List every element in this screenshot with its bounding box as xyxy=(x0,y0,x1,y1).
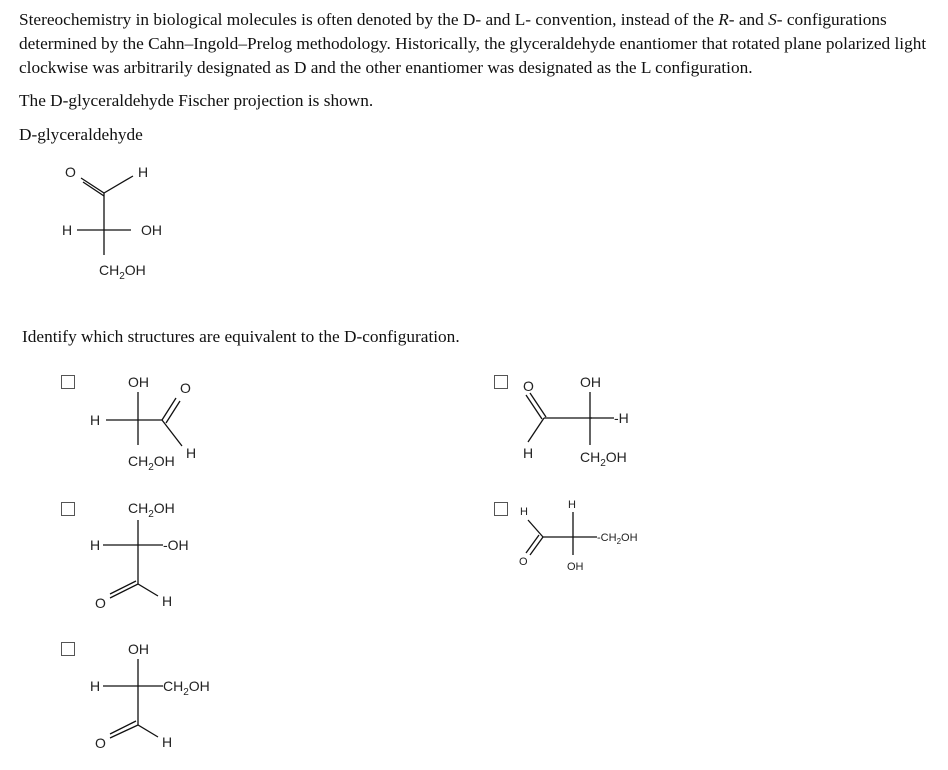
d-CH2OH: $-CH_2OH$ xyxy=(597,532,638,546)
atom-OH: OH xyxy=(141,222,162,238)
d-OH: OH xyxy=(567,561,584,573)
atom-CH2OH: $CH_2OH$ xyxy=(99,262,146,282)
r-label: R xyxy=(718,10,729,29)
b-H-right: -H xyxy=(614,410,629,426)
b-CH2OH: $CH_2OH$ xyxy=(580,449,627,469)
intro-part1: Stereochemistry in biological molecules is often denoted by the D- and L- convention, instead of the xyxy=(19,10,719,29)
d-H: H xyxy=(520,506,528,518)
atom-H: H xyxy=(138,164,149,180)
intro-part3: - configurations determined by the Cahn–Ingold–Prelog methodology. Historically, the glyceraldehyde enantiomer that rotated plane polarized light clockwise was arbitrarily designated as D and the other enantiomer was designated as the L configuration. xyxy=(19,10,927,77)
intro-part2: - and xyxy=(728,10,769,29)
e-O: O xyxy=(95,735,106,751)
c-H-left: H xyxy=(90,537,101,553)
b-O: O xyxy=(523,378,534,394)
s-label: S xyxy=(768,10,777,29)
atom-O: O xyxy=(65,164,76,180)
a-H-left: H xyxy=(90,412,101,428)
d-O: O xyxy=(519,556,528,568)
a-O: O xyxy=(180,380,191,396)
atom-H-left: H xyxy=(62,222,73,238)
c-O: O xyxy=(95,595,106,611)
e-H-left: H xyxy=(90,678,101,694)
c-CH2OH: $CH_2OH$ xyxy=(128,500,175,520)
question-text: Identify which structures are equivalent to the D-configuration. xyxy=(22,327,460,346)
a-H: H xyxy=(186,445,197,461)
c-OH: -OH xyxy=(163,537,189,553)
a-OH: OH xyxy=(128,374,149,390)
b-OH: OH xyxy=(580,374,601,390)
shown-text: The D-glyceraldehyde Fischer projection is shown. xyxy=(19,91,374,110)
a-CH2OH: $CH_2OH$ xyxy=(128,453,175,473)
e-OH: OH xyxy=(128,641,149,657)
e-H: H xyxy=(162,734,173,750)
molecule-name: D-glyceraldehyde xyxy=(19,125,143,144)
d-H-top: H xyxy=(568,499,576,511)
c-H: H xyxy=(162,593,173,609)
e-CH2OH: $CH_2OH$ xyxy=(163,678,210,698)
b-H: H xyxy=(523,445,534,461)
